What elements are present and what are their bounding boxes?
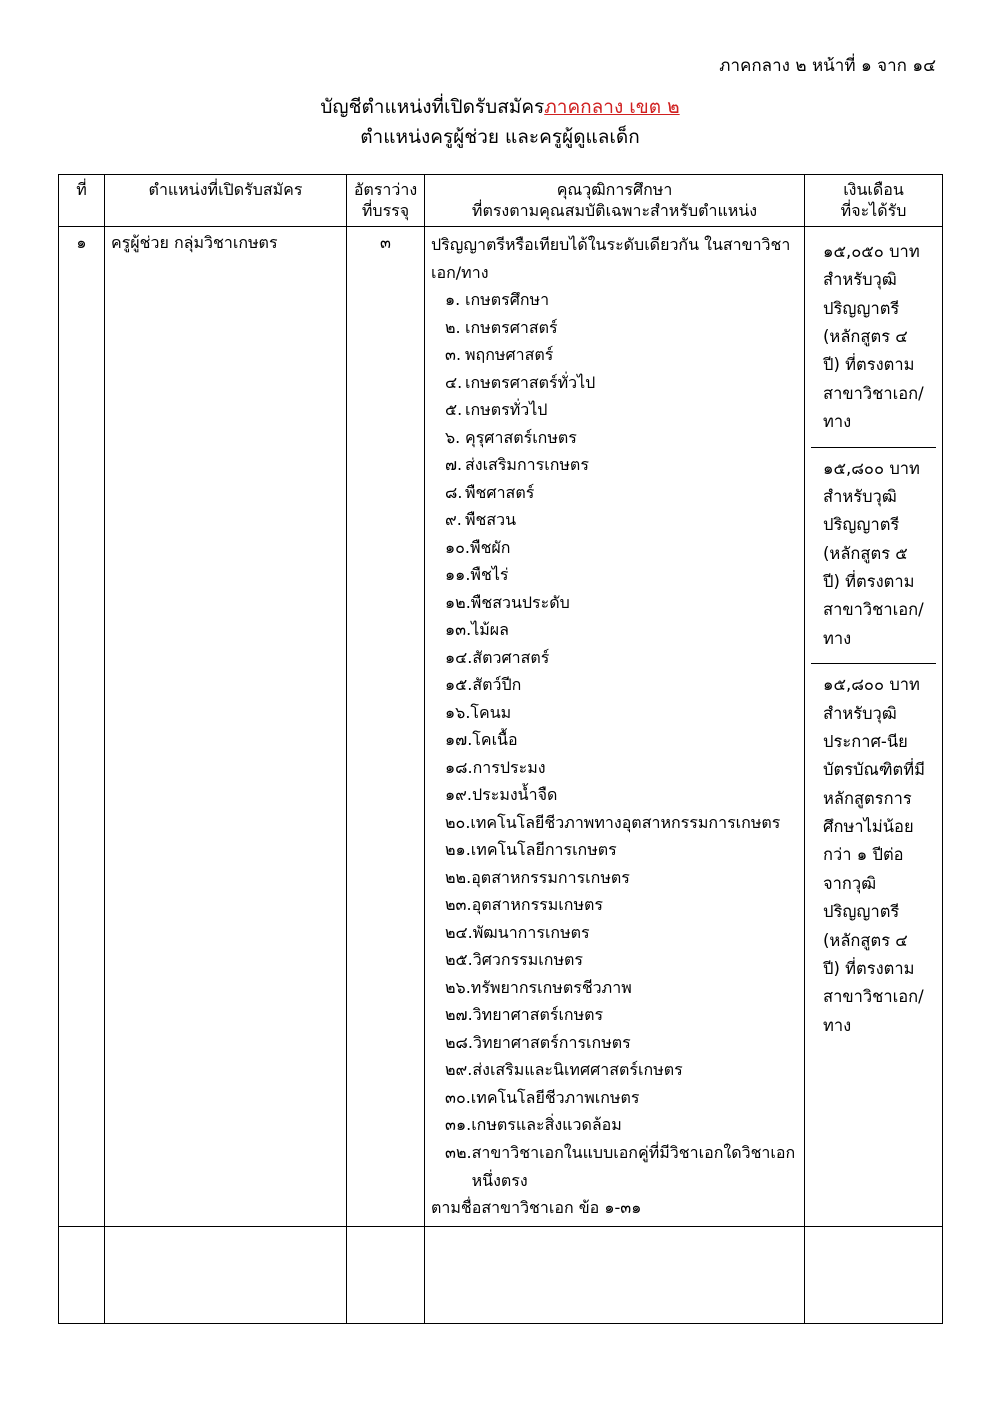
qualification-item xyxy=(431,864,798,892)
qualification-item xyxy=(431,891,798,919)
header-position: ตำแหน่งที่เปิดรับสมัคร xyxy=(105,174,347,226)
qualification-item xyxy=(431,396,798,424)
qualification-item-text: ทรัพยากรเกษตรชีวภาพ xyxy=(470,977,632,997)
qualification-item-text: พืชสวน xyxy=(465,510,517,530)
qualification-item xyxy=(431,946,798,974)
qualification-item-number: ๑๐. xyxy=(445,537,471,557)
qualification-item xyxy=(431,424,798,452)
page-subtitle: ตำแหน่งครูผู้ช่วย และครูผู้ดูแลเด็ก xyxy=(360,126,640,149)
qualification-item-number: ๒๓. xyxy=(445,895,472,915)
qualification-item-number: ๒. xyxy=(445,317,461,337)
qualification-item-text: ประมงน้ำจืด xyxy=(471,785,558,805)
qualification-item-number: ๓๑. xyxy=(445,1115,472,1135)
header-qualification-line2: ที่ตรงตามคุณสมบัติเฉพาะสำหรับตำแหน่ง xyxy=(471,201,758,221)
qualification-list xyxy=(431,286,798,1194)
header-salary-line2: ที่จะได้รับ xyxy=(840,201,907,221)
qualification-item xyxy=(431,1001,798,1029)
salary-block xyxy=(811,231,936,448)
qualification-item-text: เกษตรศาสตร์ทั่วไป xyxy=(465,372,596,392)
qualification-item-text: เกษตรศาสตร์ xyxy=(465,317,558,337)
table-header xyxy=(59,174,943,226)
header-slots xyxy=(347,174,425,226)
qualification-item-text: สัตว์ปีก xyxy=(472,675,522,695)
qualification-item xyxy=(431,369,798,397)
qualification-item-text: เกษตรทั่วไป xyxy=(465,400,548,420)
qualification-item-text: เทคโนโลยีชีวภาพทางอุตสาหกรรมการเกษตร xyxy=(470,812,781,832)
salary-detail: สำหรับวุฒิปริญญาตรี (หลักสูตร ๕ ปี) ที่ตรงตามสาขาวิชาเอก/ทาง xyxy=(823,486,924,648)
qualification-tail: ตามชื่อสาขาวิชาเอก ข้อ ๑-๓๑ xyxy=(431,1198,642,1218)
qualification-item-number: ๙. xyxy=(445,510,462,530)
salary-block xyxy=(811,664,936,1050)
qualification-item xyxy=(431,286,798,314)
cell-slots: ๓ xyxy=(347,226,425,1226)
qualification-item-number: ๒๐. xyxy=(445,812,471,832)
qualification-item-number: ๗. xyxy=(445,455,463,475)
qualification-item-text: เทคโนโลยีการเกษตร xyxy=(470,840,617,860)
qualification-item xyxy=(431,341,798,369)
qualification-item-number: ๑๗. xyxy=(445,730,473,750)
header-salary xyxy=(805,174,943,226)
qualification-item-number: ๖. xyxy=(445,427,461,447)
qualification-item-number: ๕. xyxy=(445,400,463,420)
qualification-item-number: ๒๕. xyxy=(445,950,473,970)
qualification-item-text: เทคโนโลยีชีวภาพเกษตร xyxy=(470,1087,640,1107)
cell-salary xyxy=(805,226,943,1226)
header-slots-line1: อัตราว่าง xyxy=(353,179,418,199)
cell-qualification xyxy=(425,226,805,1226)
qualification-item xyxy=(431,836,798,864)
salary-amount: ๑๕,๘๐๐ บาท xyxy=(823,458,920,478)
salary-detail: สำหรับวุฒิปริญญาตรี (หลักสูตร ๔ ปี) ที่ตรงตามสาขาวิชาเอก/ทาง xyxy=(823,270,924,432)
qualification-item-number: ๑. xyxy=(445,290,461,310)
qualification-item-text: การประมง xyxy=(472,757,546,777)
qualification-item-text: พฤกษศาสตร์ xyxy=(465,345,554,365)
qualification-item-number: ๒๖. xyxy=(445,977,471,997)
header-salary-line1: เงินเดือน xyxy=(843,179,904,199)
qualification-item-text: พืชสวนประดับ xyxy=(470,592,570,612)
qualification-item xyxy=(431,671,798,699)
qualification-item-text: สัตวศาสตร์ xyxy=(472,647,550,667)
qualification-item-text: พัฒนาการเกษตร xyxy=(472,922,590,942)
qualification-item xyxy=(431,919,798,947)
positions-table xyxy=(58,174,943,1324)
qualification-item-text: สาขาวิชาเอกในแบบเอกคู่ที่มีวิชาเอกใดวิชาเอกหนึ่งตรง xyxy=(471,1143,796,1190)
qualification-item-number: ๒๙. xyxy=(445,1060,473,1080)
qualification-item-text: เกษตรศึกษา xyxy=(465,290,550,310)
qualification-item xyxy=(431,616,798,644)
qualification-item xyxy=(431,754,798,782)
qualification-item-number: ๓. xyxy=(445,345,462,365)
qualification-item-number: ๑๔. xyxy=(445,647,473,667)
spacer-cell-slots xyxy=(347,1226,425,1323)
qualification-item xyxy=(431,589,798,617)
qualification-item-number: ๒๒. xyxy=(445,867,472,887)
qualification-item-number: ๔. xyxy=(445,372,463,392)
qualification-item xyxy=(431,561,798,589)
qualification-item-text: โคเนื้อ xyxy=(472,730,518,750)
cell-position: ครูผู้ช่วย กลุ่มวิชาเกษตร xyxy=(105,226,347,1226)
cell-no: ๑ xyxy=(59,226,105,1226)
table-header-row xyxy=(59,174,943,226)
qualification-item xyxy=(431,726,798,754)
qualification-item-text: อุตสาหกรรมการเกษตร xyxy=(471,867,630,887)
qualification-item-number: ๘. xyxy=(445,482,463,502)
spacer-cell-salary xyxy=(805,1226,943,1323)
page-header-note: ภาคกลาง ๒ หน้าที่ ๑ จาก ๑๔ xyxy=(719,56,936,76)
salary-amount: ๑๕,๐๕๐ บาท xyxy=(823,241,920,261)
qualification-item-text: ส่งเสริมการเกษตร xyxy=(465,455,589,475)
qualification-item-text: เกษตรและสิ่งแวดล้อม xyxy=(471,1115,622,1135)
qualification-item xyxy=(431,699,798,727)
header-qualification-line1: คุณวุฒิการศึกษา xyxy=(556,179,673,199)
spacer-cell-position xyxy=(105,1226,347,1323)
qualification-item-text: คุรุศาสตร์เกษตร xyxy=(465,427,577,447)
qualification-item-text: อุตสาหกรรมเกษตร xyxy=(471,895,603,915)
qualification-item-number: ๒๗. xyxy=(445,1005,473,1025)
page-title xyxy=(58,93,942,122)
table-row xyxy=(59,226,943,1226)
qualification-item-text: พืชผัก xyxy=(470,537,511,557)
qualification-item-number: ๒๘. xyxy=(445,1032,473,1052)
qualification-item xyxy=(431,974,798,1002)
qualification-item xyxy=(431,1139,798,1194)
qualification-item-text: ไม้ผล xyxy=(471,620,509,640)
table-spacer-row xyxy=(59,1226,943,1323)
salary-amount: ๑๕,๘๐๐ บาท xyxy=(823,675,920,695)
qualification-item xyxy=(431,1029,798,1057)
header-no: ที่ xyxy=(59,174,105,226)
qualification-item xyxy=(431,506,798,534)
spacer-cell-qualification xyxy=(425,1226,805,1323)
qualification-item-text: ส่งเสริมและนิเทศศาสตร์เกษตร xyxy=(472,1060,683,1080)
qualification-item-number: ๒๔. xyxy=(445,922,473,942)
qualification-intro: ปริญญาตรีหรือเทียบได้ในระดับเดียวกัน ในสาขาวิชาเอก/ทาง xyxy=(431,234,791,282)
qualification-item-number: ๑๙. xyxy=(445,785,472,805)
qualification-item xyxy=(431,1056,798,1084)
qualification-item-text: วิทยาศาสตร์เกษตร xyxy=(472,1005,604,1025)
qualification-item-text: พืชไร่ xyxy=(470,565,509,585)
qualification-item-number: ๑๒. xyxy=(445,592,471,612)
spacer-cell-no xyxy=(59,1226,105,1323)
document-title-block xyxy=(58,93,942,152)
qualification-item-number: ๑๘. xyxy=(445,757,473,777)
title-prefix: บัญชีตำแหน่งที่เปิดรับสมัคร xyxy=(320,95,545,118)
qualification-item-number: ๑๑. xyxy=(445,565,471,585)
table-body xyxy=(59,226,943,1323)
qualification-item xyxy=(431,534,798,562)
qualification-item xyxy=(431,781,798,809)
qualification-item-number: ๑๕. xyxy=(445,675,473,695)
qualification-item xyxy=(431,314,798,342)
salary-block xyxy=(811,448,936,665)
qualification-item-number: ๓๐. xyxy=(445,1087,471,1107)
qualification-item-number: ๓๒. xyxy=(445,1143,472,1162)
title-highlight: ภาคกลาง เขต ๒ xyxy=(544,95,680,118)
salary-block-list xyxy=(811,231,936,1050)
qualification-item xyxy=(431,451,798,479)
qualification-item-number: ๑๓. xyxy=(445,620,472,640)
qualification-item-number: ๑๖. xyxy=(445,702,471,722)
salary-detail: สำหรับวุฒิประกาศ-นียบัตรบัณฑิตที่มีหลักสูตรการศึกษาไม่น้อยกว่า ๑ ปีต่อจากวุฒิปริญญาตรี (หลักสูตร ๔ ปี) ที่ตรงตามสาขาวิชาเอก/ทาง xyxy=(823,703,925,1035)
qualification-item xyxy=(431,644,798,672)
qualification-item-text: วิทยาศาสตร์การเกษตร xyxy=(472,1032,631,1052)
qualification-item xyxy=(431,1084,798,1112)
qualification-item xyxy=(431,479,798,507)
qualification-item-text: โคนม xyxy=(470,702,512,722)
qualification-item-text: พืชศาสตร์ xyxy=(465,482,535,502)
qualification-item xyxy=(431,809,798,837)
qualification-item-number: ๒๑. xyxy=(445,840,471,860)
qualification-item-text: วิศวกรรมเกษตร xyxy=(472,950,583,970)
header-qualification xyxy=(425,174,805,226)
qualification-item xyxy=(431,1111,798,1139)
header-slots-line2: ที่บรรจุ xyxy=(361,201,410,221)
